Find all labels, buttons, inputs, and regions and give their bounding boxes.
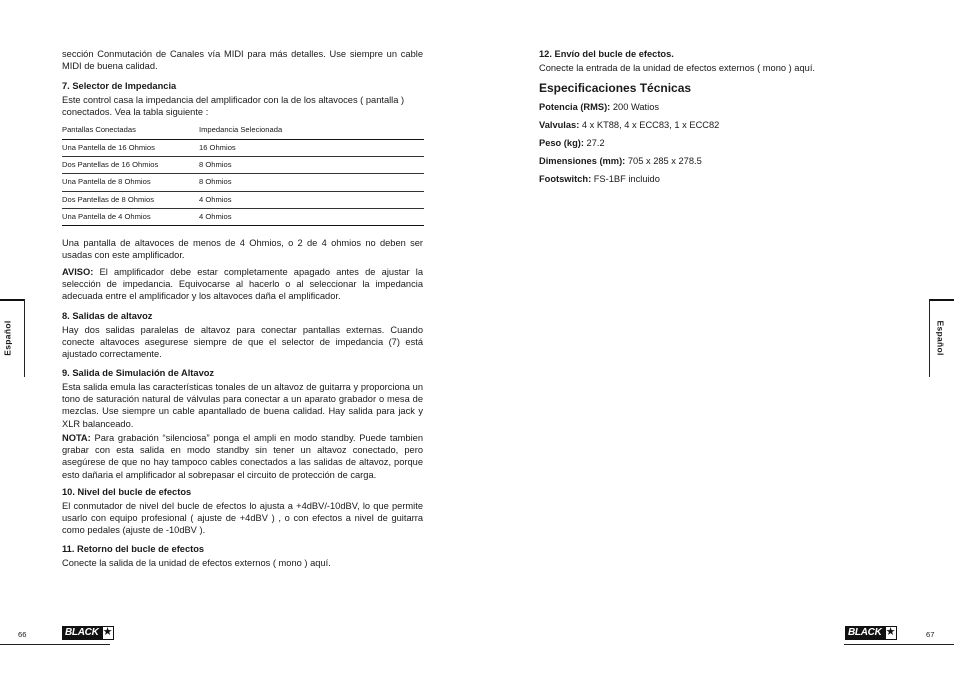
brand-logo-text: BLACK (845, 626, 885, 640)
side-tab-label: Español (2, 320, 13, 356)
spec-value: 27.2 (583, 138, 605, 148)
star-icon: ★ (102, 626, 113, 638)
side-tab-edge (24, 299, 25, 377)
section-8-text: Hay dos salidas paralelas de altavoz para conectar pantallas externas. Cuando conecte altavoces asegurese siempre de que el selector de impedancia (7) está ajustado correctamente. (62, 325, 423, 360)
table-row (62, 157, 424, 174)
side-tab-edge (929, 299, 930, 377)
section-9-text: Esta salida emula las características tonales de un altavoz de guitarra y proporciona un tono de saturación natural de válvulas para conectar a un aparato grabador o mesa de mezclas. Use siempre un cable apantallado de buena calidad. Hay salida para jack y XLR balanceado. (62, 382, 423, 429)
table-cell: Una Pantella de 4 Ohmios (62, 208, 199, 225)
section-7-text: Este control casa la impedancia del amplificador con la de los altavoces ( pantalla ) conectados. Vea la tabla siguiente : (62, 95, 405, 118)
table-cell: 8 Ohmios (199, 157, 424, 174)
spec-row (539, 119, 719, 131)
aviso-paragraph (62, 266, 423, 303)
table-cell: 4 Ohmios (199, 191, 424, 208)
spec-label: Footswitch: (539, 174, 592, 184)
spec-label: Potencia (RMS): (539, 102, 611, 112)
page-number: 67 (926, 630, 935, 639)
section-12-text: Conecte la entrada de la unidad de efectos externos ( mono ) aquí. (539, 63, 815, 73)
section-7-after-text: Una pantalla de altavoces de menos de 4 Ohmios, o 2 de 4 ohmios no deben ser usadas con este amplificador. (62, 238, 423, 261)
side-tab-top-rule (0, 299, 25, 301)
spec-value: FS-1BF incluido (591, 174, 660, 184)
spec-label: Peso (kg): (539, 138, 584, 148)
spec-label: Valvulas: (539, 120, 580, 130)
spec-value: 4 x KT88, 4 x ECC83, 1 x ECC82 (579, 120, 720, 130)
spec-row (539, 137, 605, 149)
side-tab (929, 299, 954, 377)
section-12-heading: 12. Envío del bucle de efectos. (539, 49, 674, 59)
spec-value: 705 x 285 x 278.5 (625, 156, 702, 166)
table-cell: 8 Ohmios (199, 174, 424, 191)
spec-row (539, 173, 660, 185)
aviso-text: El amplificador debe estar completamente apagado antes de ajustar la selección de impedancia. Equivocarse al hacerlo o al seleccionar la impedancia adecuada entre el amplificador y los altavoces daña el amplificador. (62, 267, 423, 302)
footer-rule (844, 644, 954, 645)
brand-logo (845, 626, 897, 640)
side-tab (0, 299, 25, 377)
spec-row (539, 101, 659, 113)
section-7-heading: 7. Selector de Impedancia (62, 81, 177, 91)
table-row (62, 208, 424, 225)
table-cell: 16 Ohmios (199, 140, 424, 157)
table-header-row (62, 122, 424, 140)
specs-title: Especificaciones Técnicas (539, 81, 692, 95)
table-cell: Dos Pantellas de 8 Ohmios (62, 191, 199, 208)
side-tab-top-rule (929, 299, 954, 301)
table-header-cell: Pantallas Conectadas (62, 125, 136, 135)
brand-logo (62, 626, 114, 640)
table-row (62, 140, 424, 157)
table-cell: Una Pantella de 8 Ohmios (62, 174, 199, 191)
table-cell: Dos Pantellas de 16 Ohmios (62, 157, 199, 174)
section-8-heading: 8. Salidas de altavoz (62, 311, 153, 321)
impedance-table (62, 122, 424, 226)
spec-label: Dimensiones (mm): (539, 156, 626, 166)
section-10-heading: 10. Nivel del bucle de efectos (62, 487, 192, 497)
section-11-heading: 11. Retorno del bucle de efectos (62, 544, 205, 554)
table-row (62, 174, 424, 191)
spec-row (539, 155, 702, 167)
page-number: 66 (18, 630, 27, 639)
section-11-text: Conecte la salida de la unidad de efectos externos ( mono ) aquí. (62, 558, 331, 568)
table-header-cell: Impedancia Selecionada (199, 125, 283, 135)
intro-paragraph: sección Conmutación de Canales vía MIDI para más detalles. Use siempre un cable MIDI de buena calidad. (62, 49, 423, 72)
right-page (477, 0, 954, 677)
table-cell: 4 Ohmios (199, 208, 424, 225)
nota-text: Para grabación “silenciosa” ponga el ampli en modo standby. Puede tambien grabar con esta salida en modo standby sin tener un altavoz conectado, pero asegúrese de que no hay tampoco cables conectados a las salidas de altavoz, porque esto dañaria el amplificador al sobrepasar el circuito de protección de carga. (62, 433, 423, 480)
section-10-text: El conmutador de nivel del bucle de efectos lo ajusta a +4dBV/-10dBV, lo que permite usarlo con equipo profesional ( ajuste de +4dBV ) , o con efectos a nivel de guitarra como pedales (ajuste de -10dBV ). (62, 501, 423, 536)
table-cell: Una Pantella de 16 Ohmios (62, 140, 199, 157)
section-9-heading: 9. Salida de Simulación de Altavoz (62, 368, 215, 378)
aviso-label: AVISO: (62, 267, 94, 277)
brand-logo-text: BLACK (62, 626, 102, 640)
spec-value: 200 Watios (610, 102, 660, 112)
nota-paragraph (62, 432, 423, 481)
side-tab-label: Español (935, 320, 946, 356)
star-icon: ★ (885, 626, 896, 638)
nota-label: NOTA: (62, 433, 91, 443)
footer-rule (0, 644, 110, 645)
table-row (62, 191, 424, 208)
